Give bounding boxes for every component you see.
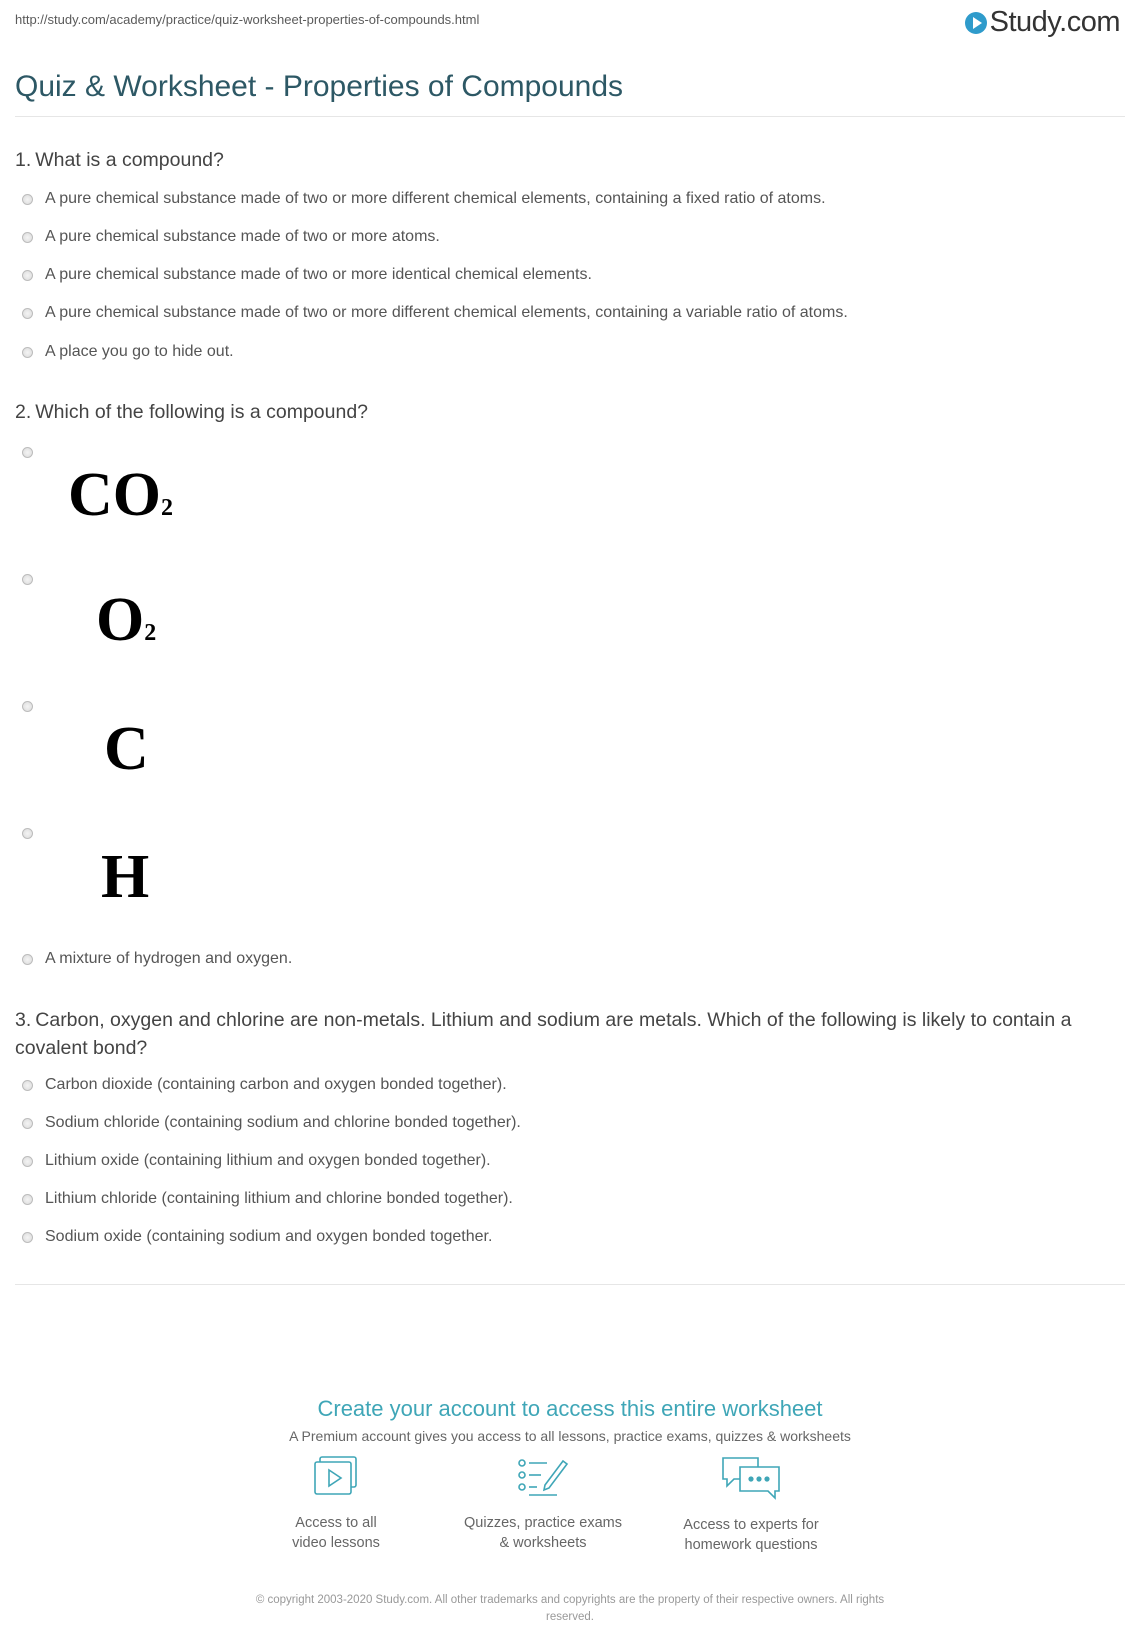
copyright-line: reserved. <box>546 1611 594 1623</box>
answer-text: A pure chemical substance made of two or more different chemical elements, containing a fixed ratio of atoms. <box>45 190 826 207</box>
formula-subscript: 2 <box>144 620 157 646</box>
answer-text: Lithium oxide (containing lithium and oxygen bonded together). <box>45 1152 491 1169</box>
logo-text: Study.com <box>989 6 1120 38</box>
feature-label-line: Access to experts for <box>683 1517 819 1533</box>
question-3 <box>15 1006 1130 1062</box>
answer-option[interactable] <box>22 1073 507 1097</box>
chat-experts-icon <box>720 1455 782 1501</box>
feature-quizzes <box>433 1455 653 1553</box>
answer-option[interactable] <box>22 947 292 971</box>
answer-text: A mixture of hydrogen and oxygen. <box>45 950 293 967</box>
radio-button[interactable] <box>22 574 33 585</box>
answer-option[interactable] <box>22 1225 492 1249</box>
radio-button[interactable] <box>22 1118 33 1129</box>
answer-option[interactable] <box>22 1111 521 1135</box>
answer-option[interactable] <box>22 301 848 325</box>
answer-text: Carbon dioxide (containing carbon and oxygen bonded together). <box>45 1076 507 1093</box>
answer-option[interactable] <box>22 1149 491 1173</box>
formula-image[interactable] <box>104 715 149 783</box>
feature-label-line: video lessons <box>292 1535 380 1551</box>
radio-button[interactable] <box>22 828 33 839</box>
question-2 <box>15 398 1130 426</box>
formula-image[interactable] <box>101 843 150 911</box>
feature-label-line: Access to all <box>295 1515 377 1531</box>
feature-label-line: & worksheets <box>499 1535 587 1551</box>
radio-button[interactable] <box>22 232 33 243</box>
question-text: Carbon, oxygen and chlorine are non-metals. Lithium and sodium are metals. Which of the following is likely to contain a covalent bond? <box>15 1009 1072 1059</box>
answer-option[interactable] <box>22 225 440 249</box>
formula-symbol: CO <box>68 461 161 529</box>
formula-symbol: C <box>104 715 149 783</box>
cta-title[interactable]: Create your account to access this entire worksheet <box>317 1396 823 1421</box>
radio-button[interactable] <box>22 1080 33 1091</box>
feature-video-lessons <box>226 1455 446 1553</box>
quiz-worksheet-icon <box>515 1455 571 1499</box>
answer-option[interactable] <box>22 187 826 211</box>
divider <box>15 1284 1125 1285</box>
answer-option[interactable] <box>22 340 234 364</box>
page-url[interactable]: http://study.com/academy/practice/quiz-worksheet-properties-of-compounds.html <box>15 12 480 27</box>
radio-button[interactable] <box>22 1156 33 1167</box>
divider <box>15 116 1125 117</box>
feature-label <box>226 1513 446 1553</box>
answer-text: Sodium chloride (containing sodium and chlorine bonded together). <box>45 1114 521 1131</box>
radio-button[interactable] <box>22 447 33 458</box>
radio-button[interactable] <box>22 954 33 965</box>
answer-text: A place you go to hide out. <box>45 343 234 360</box>
question-text: Which of the following is a compound? <box>35 401 369 423</box>
copyright <box>200 1592 940 1626</box>
answer-text: Sodium oxide (containing sodium and oxygen bonded together. <box>45 1228 493 1245</box>
question-number: 3. <box>15 1009 32 1031</box>
question-text: What is a compound? <box>35 149 224 171</box>
formula-symbol: O <box>96 586 145 654</box>
question-number: 1. <box>15 149 32 171</box>
answer-text: Lithium chloride (containing lithium and chlorine bonded together). <box>45 1190 513 1207</box>
formula-subscript: 2 <box>161 495 173 521</box>
copyright-line: © copyright 2003-2020 Study.com. All other trademarks and copyrights are the property of their respective owners. All rights <box>255 1594 885 1606</box>
video-lessons-icon <box>310 1455 362 1499</box>
question-1 <box>15 146 1130 174</box>
formula-symbol: H <box>101 843 150 911</box>
radio-button[interactable] <box>22 1194 33 1205</box>
feature-label-line: homework questions <box>684 1537 818 1553</box>
feature-label <box>641 1515 861 1555</box>
study-logo[interactable] <box>965 6 1120 39</box>
page-title: Quiz & Worksheet - Properties of Compounds <box>15 70 624 103</box>
cta-subtitle: A Premium account gives you access to all lessons, practice exams, quizzes & worksheets <box>289 1428 851 1444</box>
radio-button[interactable] <box>22 1232 33 1243</box>
feature-label-line: Quizzes, practice exams <box>464 1515 622 1531</box>
radio-button[interactable] <box>22 347 33 358</box>
play-logo-icon <box>965 12 987 34</box>
formula-image[interactable] <box>96 586 157 664</box>
answer-text: A pure chemical substance made of two or more different chemical elements, containing a variable ratio of atoms. <box>45 304 848 321</box>
question-number: 2. <box>15 401 32 423</box>
radio-button[interactable] <box>22 701 33 712</box>
formula-image[interactable] <box>68 461 173 539</box>
radio-button[interactable] <box>22 308 33 319</box>
answer-text: A pure chemical substance made of two or more identical chemical elements. <box>45 266 592 283</box>
answer-option[interactable] <box>22 263 592 287</box>
top-bar <box>0 0 1140 50</box>
radio-button[interactable] <box>22 194 33 205</box>
answer-text: A pure chemical substance made of two or more atoms. <box>45 228 440 245</box>
radio-button[interactable] <box>22 270 33 281</box>
answer-option[interactable] <box>22 1187 513 1211</box>
feature-experts <box>641 1455 861 1555</box>
feature-label <box>433 1513 653 1553</box>
